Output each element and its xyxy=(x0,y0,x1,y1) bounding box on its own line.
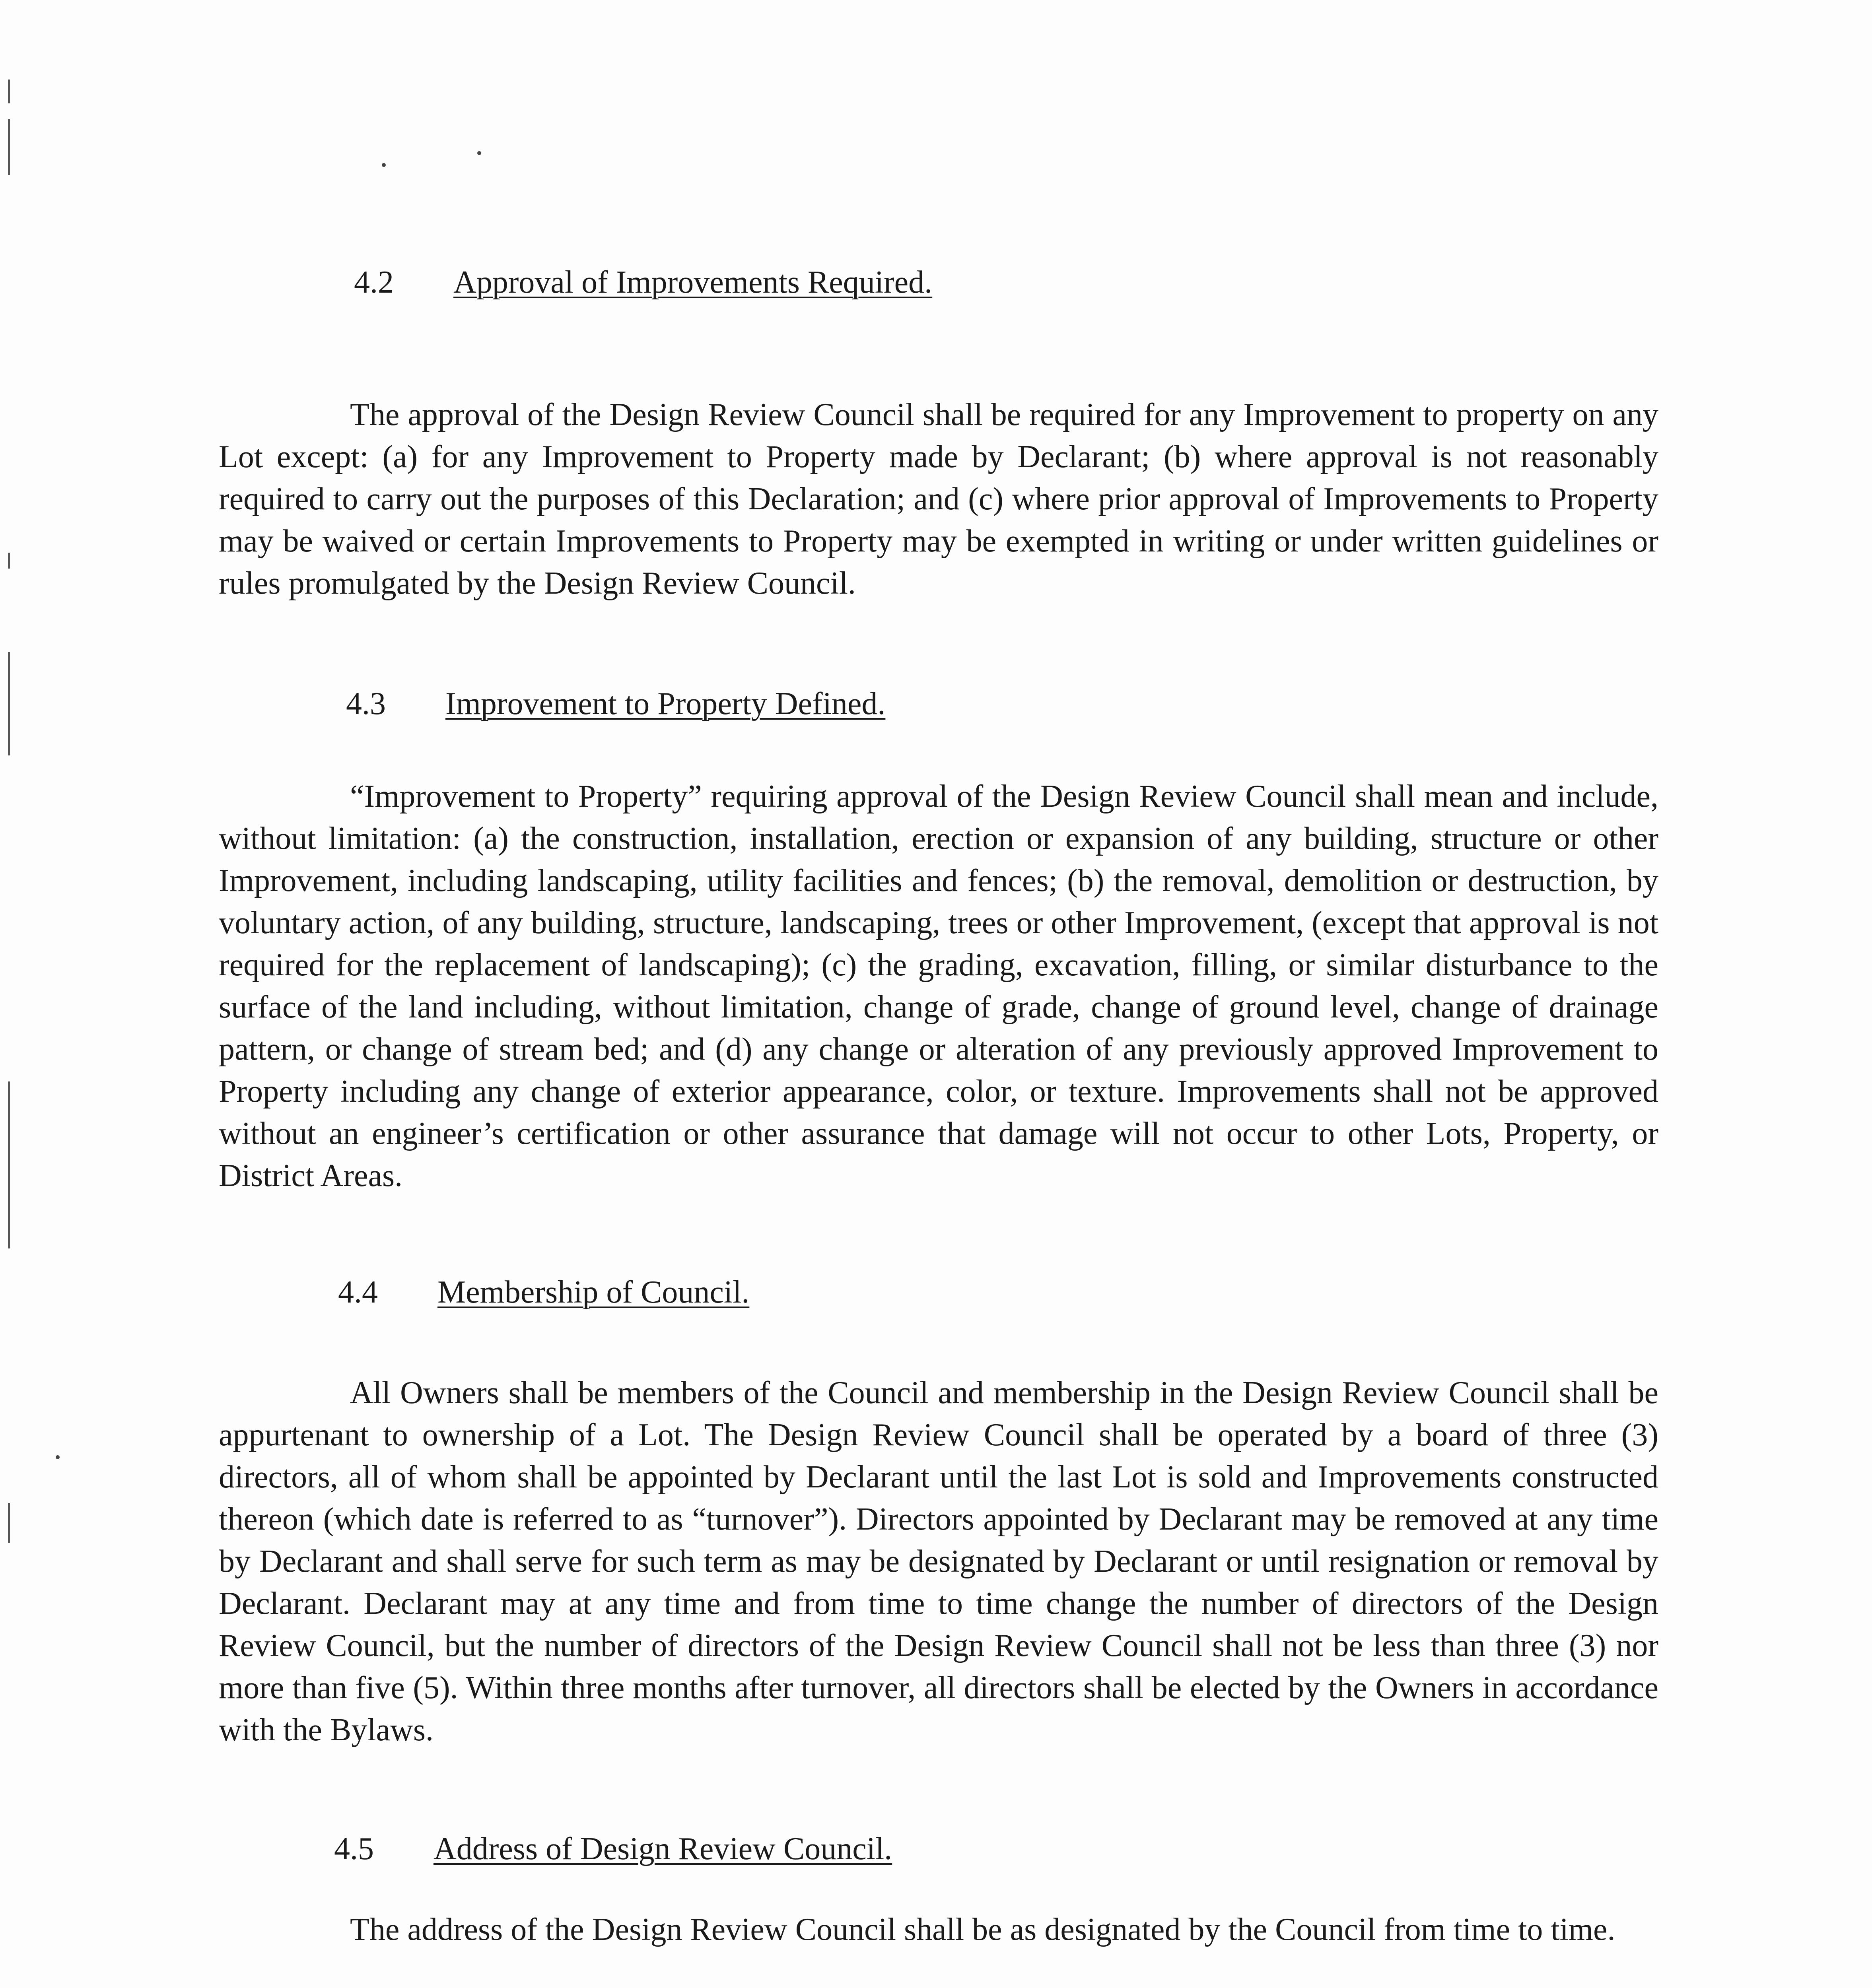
section-title: Approval of Improvements Required. xyxy=(453,265,933,300)
scan-artifact xyxy=(8,1081,10,1248)
section-number: 4.3 xyxy=(346,686,386,721)
scan-artifact xyxy=(8,1503,10,1543)
section-number: 4.5 xyxy=(334,1831,374,1866)
section-number: 4.4 xyxy=(338,1275,378,1310)
section-heading xyxy=(334,1829,892,1869)
section-body: The address of the Design Review Council shall be as designated by the Council from time to time. xyxy=(350,1912,1615,1947)
scan-speck xyxy=(477,151,481,155)
scan-artifact xyxy=(8,119,10,175)
section-title: Address of Design Review Council. xyxy=(433,1831,892,1866)
section-body: The approval of the Design Review Council shall be required for any Improvement to property on any Lot except: (a) for any Improvement to Property made by Declarant; (b) where approval is not reasonably required to carry out the purposes of this Declaration; and (c) where prior approval of Improvements to Property may be waived or certain Improvements to Property may be exempted in writing or under written guidelines or rules promulgated by the Design Review Council. xyxy=(219,397,1658,601)
section-heading xyxy=(338,1272,749,1312)
scan-speck xyxy=(56,1455,60,1459)
section-heading xyxy=(354,262,932,302)
section-title: Improvement to Property Defined. xyxy=(445,686,886,721)
section-body: All Owners shall be members of the Council and membership in the Design Review Council shall be appurtenant to ownership of a Lot. The Design Review Council shall be operated by a board of three (3) directors, all of whom shall be appointed by Declarant until the last Lot is sold and Improvements constructed thereon (which date is referred to as “turnover”). Directors appointed by Declarant may be removed at any time by Declarant and shall serve for such term as may be designated by Declarant or until resignation or removal by Declarant. Declarant may at any time and from time to time change the number of directors of the Design Review Council, but the number of directors of the Design Review Council shall not be less than three (3) nor more than five (5). Within three months after turnover, all directors shall be elected by the Owners in accordance with the Bylaws. xyxy=(219,1375,1658,1747)
section-heading xyxy=(346,684,885,724)
scan-artifact xyxy=(8,652,10,755)
scan-artifact xyxy=(8,553,10,569)
section-title: Membership of Council. xyxy=(437,1275,750,1310)
section-body: “Improvement to Property” requiring approval of the Design Review Council shall mean and include, without limitation: (a) the construction, installation, erection or expansion of any building, structure or other Improvement, including landscaping, utility facilities and fences; (b) the removal, demolition or destruction, by voluntary action, of any building, structure, landscaping, trees or other Improvement, (except that approval is not required for the replacement of landscaping); (c) the grading, excavation, filling, or similar disturbance to the surface of the land including, without limitation, change of grade, change of ground level, change of drainage pattern, or change of stream bed; and (d) any change or alteration of any previously approved Improvement to Property including any change of exterior appearance, color, or texture. Improvements shall not be approved without an engineer’s certification or other assurance that damage will not occur to other Lots, Property, or District Areas. xyxy=(219,779,1658,1193)
scan-speck xyxy=(382,163,386,167)
section-number: 4.2 xyxy=(354,265,394,300)
scan-artifact xyxy=(8,80,10,103)
